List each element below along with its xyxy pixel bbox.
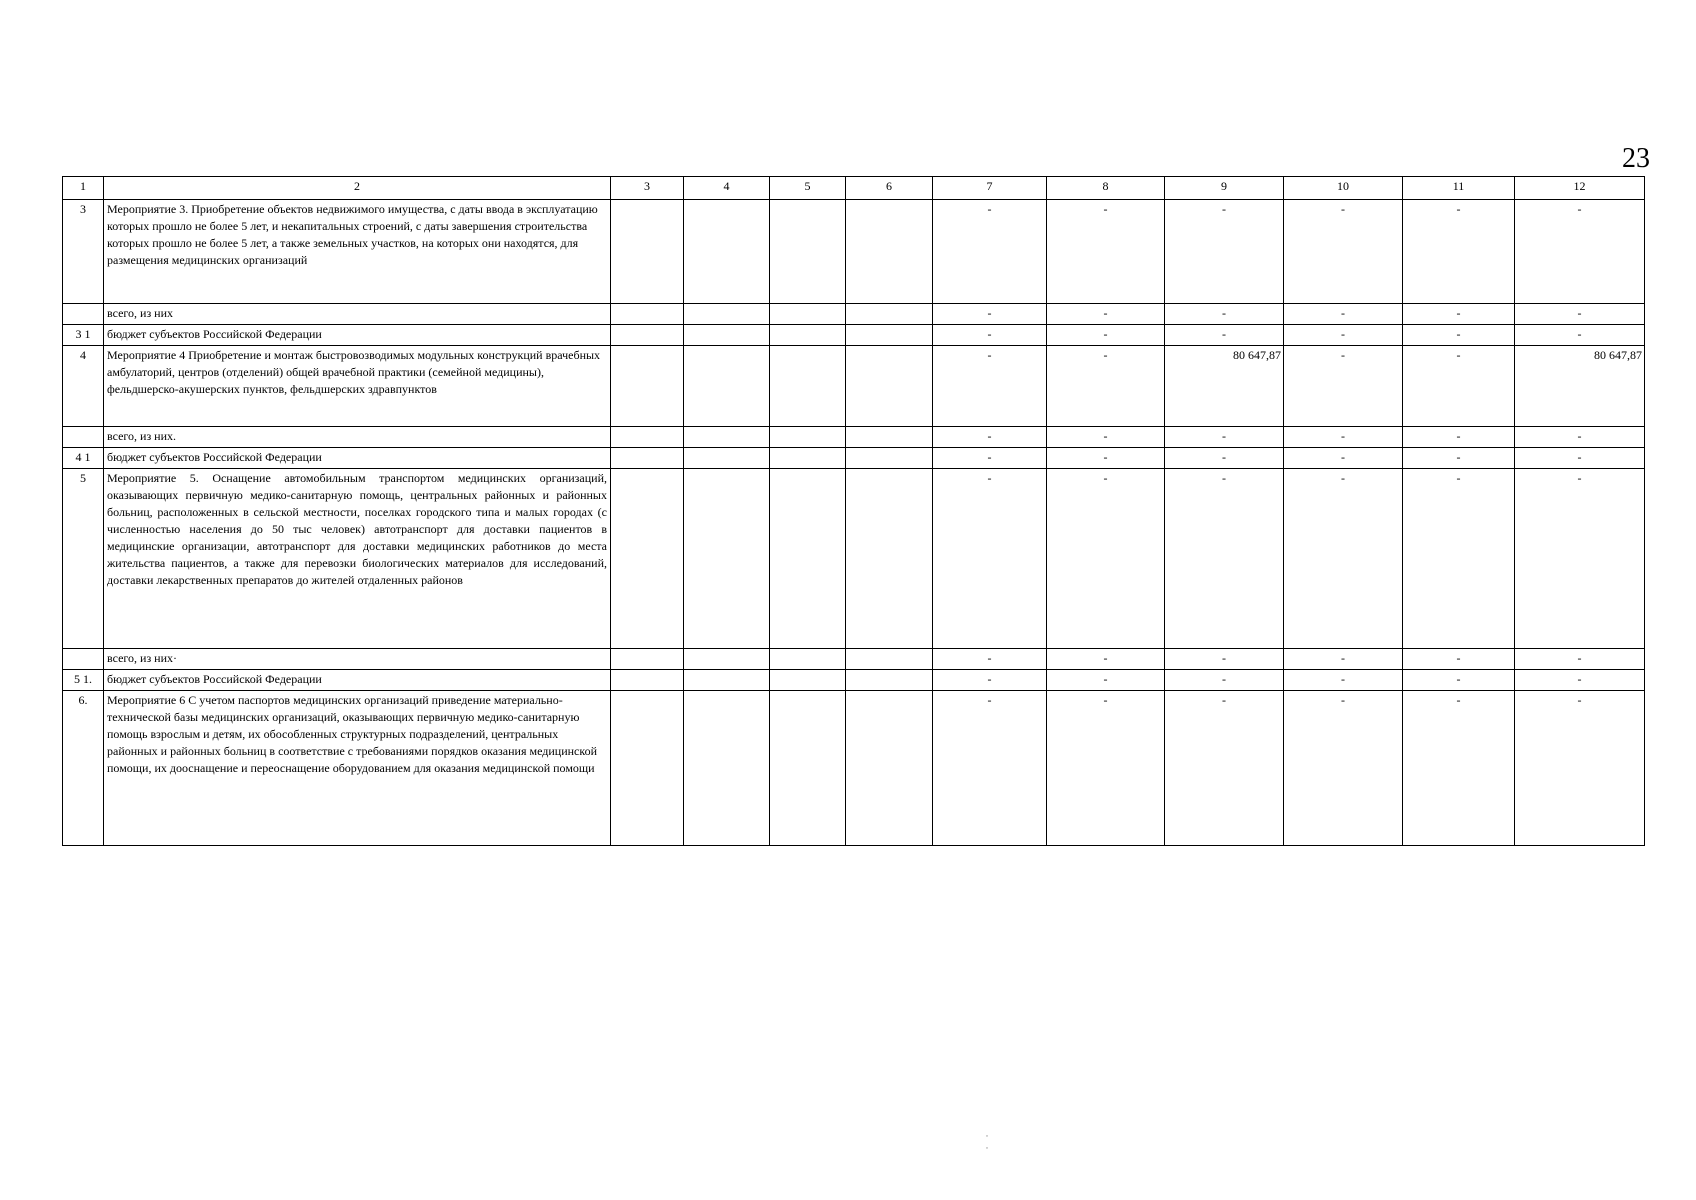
value-cell: - bbox=[933, 691, 1047, 846]
value-cell: - bbox=[1284, 346, 1403, 427]
value-cell: - bbox=[1515, 649, 1645, 670]
value-cell bbox=[846, 469, 933, 649]
value-cell bbox=[611, 649, 684, 670]
row-description: бюджет субъектов Российской Федерации bbox=[104, 670, 611, 691]
row-number bbox=[63, 649, 104, 670]
row-description: всего, из них bbox=[104, 304, 611, 325]
value-cell bbox=[770, 346, 846, 427]
row-description: бюджет субъектов Российской Федерации bbox=[104, 325, 611, 346]
value-cell bbox=[611, 304, 684, 325]
value-cell bbox=[611, 346, 684, 427]
value-cell bbox=[684, 325, 770, 346]
row-number: 5 bbox=[63, 469, 104, 649]
table-row bbox=[63, 304, 1645, 325]
row-number: 6. bbox=[63, 691, 104, 846]
value-cell: - bbox=[1515, 469, 1645, 649]
value-cell: - bbox=[1047, 670, 1165, 691]
value-cell: - bbox=[1284, 200, 1403, 304]
value-cell: 80 647,87 bbox=[1515, 346, 1645, 427]
row-description: всего, из них. bbox=[104, 427, 611, 448]
row-number bbox=[63, 427, 104, 448]
value-cell: - bbox=[1403, 200, 1515, 304]
value-cell: - bbox=[1047, 200, 1165, 304]
column-number: 9 bbox=[1165, 177, 1284, 200]
value-cell bbox=[684, 346, 770, 427]
value-cell: - bbox=[933, 469, 1047, 649]
table-row bbox=[63, 448, 1645, 469]
value-cell: - bbox=[1403, 304, 1515, 325]
value-cell: - bbox=[1403, 691, 1515, 846]
value-cell bbox=[684, 304, 770, 325]
value-cell bbox=[684, 448, 770, 469]
value-cell: - bbox=[933, 325, 1047, 346]
row-number bbox=[63, 304, 104, 325]
value-cell: - bbox=[1515, 691, 1645, 846]
value-cell: - bbox=[933, 200, 1047, 304]
value-cell: - bbox=[1284, 427, 1403, 448]
row-description: Мероприятие 4 Приобретение и монтаж быстровозводимых модульных конструкций врачебных амбулаторий, центров (отделений) общей врачебной практики (семейной медицины), фельдшерско-акушерских пунктов, фельдшерских здравпунктов bbox=[104, 346, 611, 427]
value-cell: - bbox=[1515, 670, 1645, 691]
page-number: 23 bbox=[1622, 143, 1650, 174]
value-cell bbox=[846, 346, 933, 427]
value-cell: - bbox=[1284, 325, 1403, 346]
value-cell bbox=[770, 325, 846, 346]
value-cell: - bbox=[1047, 325, 1165, 346]
value-cell bbox=[684, 670, 770, 691]
value-cell bbox=[770, 200, 846, 304]
value-cell: - bbox=[1284, 304, 1403, 325]
value-cell bbox=[611, 427, 684, 448]
table-row bbox=[63, 200, 1645, 304]
value-cell: - bbox=[1284, 670, 1403, 691]
value-cell: - bbox=[1515, 427, 1645, 448]
value-cell: - bbox=[1403, 649, 1515, 670]
value-cell bbox=[846, 304, 933, 325]
value-cell: - bbox=[1047, 427, 1165, 448]
value-cell: - bbox=[1403, 670, 1515, 691]
table-row bbox=[63, 649, 1645, 670]
value-cell: - bbox=[933, 448, 1047, 469]
value-cell: - bbox=[1403, 448, 1515, 469]
value-cell bbox=[846, 200, 933, 304]
value-cell: - bbox=[1403, 346, 1515, 427]
value-cell bbox=[611, 670, 684, 691]
column-number: 4 bbox=[684, 177, 770, 200]
value-cell bbox=[770, 469, 846, 649]
value-cell: - bbox=[1165, 649, 1284, 670]
value-cell: - bbox=[1284, 469, 1403, 649]
value-cell bbox=[611, 200, 684, 304]
budget-table bbox=[62, 176, 1645, 846]
value-cell bbox=[770, 649, 846, 670]
value-cell bbox=[611, 325, 684, 346]
value-cell bbox=[846, 427, 933, 448]
value-cell: - bbox=[1047, 691, 1165, 846]
value-cell: - bbox=[1165, 200, 1284, 304]
value-cell: - bbox=[1284, 649, 1403, 670]
value-cell: - bbox=[1284, 691, 1403, 846]
value-cell bbox=[684, 427, 770, 448]
table-row bbox=[63, 325, 1645, 346]
value-cell bbox=[611, 448, 684, 469]
value-cell: - bbox=[933, 649, 1047, 670]
value-cell bbox=[684, 200, 770, 304]
column-number-row bbox=[63, 177, 1645, 200]
value-cell bbox=[684, 469, 770, 649]
row-description: Мероприятие 3. Приобретение объектов недвижимого имущества, с даты ввода в эксплуатацию которых прошло не более 5 лет, и некапитальных строений, с даты завершения строительства которых прошло не более 5 лет, а также земельных участков, на которых они находятся, для размещения медицинских организаций bbox=[104, 200, 611, 304]
table-row bbox=[63, 670, 1645, 691]
value-cell: - bbox=[1165, 304, 1284, 325]
value-cell: - bbox=[933, 346, 1047, 427]
value-cell: - bbox=[1165, 427, 1284, 448]
value-cell bbox=[846, 448, 933, 469]
value-cell bbox=[611, 691, 684, 846]
value-cell: - bbox=[1515, 200, 1645, 304]
column-number: 1 bbox=[63, 177, 104, 200]
row-description: Мероприятие 6 С учетом паспортов медицинских организаций приведение материально-технической базы медицинских организаций, оказывающих первичную медико-санитарную помощь взрослым и детям, их обособленных структурных подразделений, центральных районных и районных больниц в соответствие с требованиями порядков оказания медицинской помощи, их дооснащение и переоснащение оборудованием для оказания медицинской помощи bbox=[104, 691, 611, 846]
table-row bbox=[63, 469, 1645, 649]
value-cell bbox=[684, 691, 770, 846]
value-cell bbox=[684, 649, 770, 670]
value-cell bbox=[770, 448, 846, 469]
value-cell: - bbox=[1403, 469, 1515, 649]
value-cell: - bbox=[1403, 325, 1515, 346]
value-cell: - bbox=[1515, 304, 1645, 325]
value-cell: - bbox=[1047, 448, 1165, 469]
value-cell: - bbox=[1047, 649, 1165, 670]
value-cell: - bbox=[1047, 346, 1165, 427]
row-number: 3 bbox=[63, 200, 104, 304]
value-cell bbox=[770, 427, 846, 448]
value-cell: - bbox=[933, 670, 1047, 691]
value-cell: - bbox=[933, 304, 1047, 325]
value-cell bbox=[770, 670, 846, 691]
table-row bbox=[63, 427, 1645, 448]
value-cell: - bbox=[1047, 469, 1165, 649]
value-cell bbox=[846, 325, 933, 346]
row-number: 4 1 bbox=[63, 448, 104, 469]
value-cell bbox=[846, 649, 933, 670]
value-cell: - bbox=[1165, 670, 1284, 691]
value-cell: - bbox=[1047, 304, 1165, 325]
value-cell bbox=[846, 691, 933, 846]
value-cell: - bbox=[1165, 325, 1284, 346]
row-number: 4 bbox=[63, 346, 104, 427]
value-cell: - bbox=[933, 427, 1047, 448]
value-cell: - bbox=[1515, 448, 1645, 469]
row-number: 5 1. bbox=[63, 670, 104, 691]
row-number: 3 1 bbox=[63, 325, 104, 346]
value-cell: - bbox=[1515, 325, 1645, 346]
table-row bbox=[63, 691, 1645, 846]
column-number: 6 bbox=[846, 177, 933, 200]
value-cell: - bbox=[1403, 427, 1515, 448]
column-number: 10 bbox=[1284, 177, 1403, 200]
value-cell: - bbox=[1165, 691, 1284, 846]
row-description: всего, из них· bbox=[104, 649, 611, 670]
value-cell: - bbox=[1165, 448, 1284, 469]
value-cell bbox=[611, 469, 684, 649]
value-cell bbox=[846, 670, 933, 691]
value-cell bbox=[770, 691, 846, 846]
value-cell: - bbox=[1165, 469, 1284, 649]
value-cell: 80 647,87 bbox=[1165, 346, 1284, 427]
row-description: бюджет субъектов Российской Федерации bbox=[104, 448, 611, 469]
value-cell bbox=[770, 304, 846, 325]
column-number: 2 bbox=[104, 177, 611, 200]
table-row bbox=[63, 346, 1645, 427]
row-description: Мероприятие 5. Оснащение автомобильным транспортом медицинских организаций, оказывающих первичную медико-санитарную помощь, центральных районных и районных больниц, расположенных в сельской местности, поселках городского типа и малых городах (с численностью населения до 50 тыс человек) автотранспорт для доставки пациентов в медицинские организации, автотранспорт для доставки медицинских работников до места жительства пациентов, а также для перевозки биологических материалов для исследований, доставки лекарственных препаратов до жителей отдаленных районов bbox=[104, 469, 611, 649]
column-number: 11 bbox=[1403, 177, 1515, 200]
column-number: 3 bbox=[611, 177, 684, 200]
column-number: 8 bbox=[1047, 177, 1165, 200]
value-cell: - bbox=[1284, 448, 1403, 469]
column-number: 5 bbox=[770, 177, 846, 200]
scan-speck: · · bbox=[985, 1131, 989, 1153]
column-number: 12 bbox=[1515, 177, 1645, 200]
column-number: 7 bbox=[933, 177, 1047, 200]
